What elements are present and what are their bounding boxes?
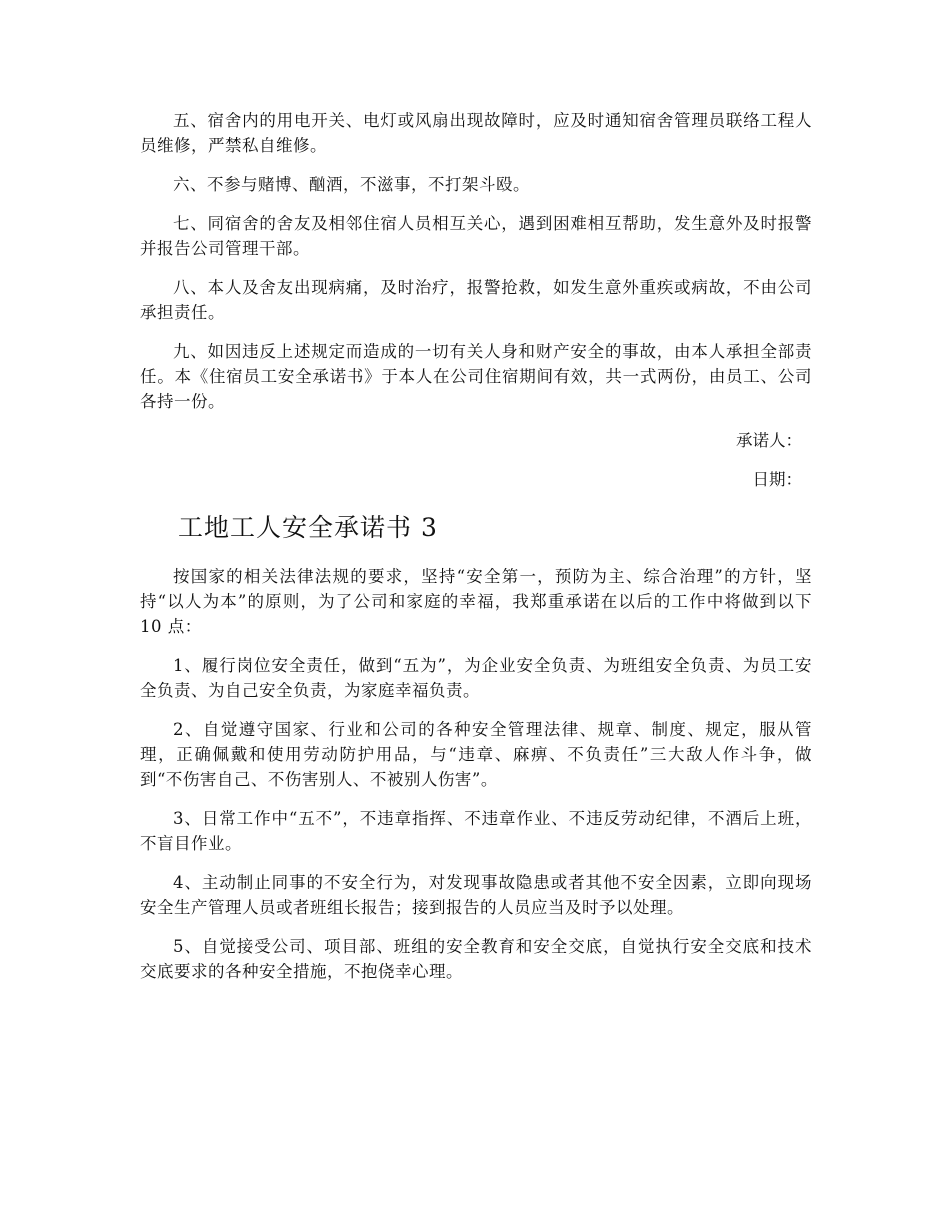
commitment-item-5: 5、自觉接受公司、项目部、班组的安全教育和安全交底，自觉执行安全交底和技术交底要求的各种安全措施，不抱侥幸心理。 xyxy=(140,937,812,981)
intro-paragraph: 按国家的相关法律法规的要求，坚持“安全第一，预防为主、综合治理”的方针，坚持“以人为本”的原则，为了公司和家庭的幸福，我郑重承诺在以后的工作中将做到以下 10 点： xyxy=(140,567,812,636)
document-page xyxy=(140,108,812,998)
commitment-item-1: 1、履行岗位安全责任，做到“五为”，为企业安全负责、为班组安全负责、为员工安全负责、为自己安全负责，为家庭幸福负责。 xyxy=(140,656,812,700)
paragraph-item-9: 九、如因违反上述规定而造成的一切有关人身和财产安全的事故，由本人承担全部责任。本《住宿员工安全承诺书》于本人在公司住宿期间有效，共一式两份，由员工、公司各持一份。 xyxy=(140,342,812,411)
commitment-item-4: 4、主动制止同事的不安全行为，对发现事故隐患或者其他不安全因素，立即向现场安全生产管理人员或者班组长报告；接到报告的人员应当及时予以处理。 xyxy=(140,873,812,917)
commitment-item-2: 2、自觉遵守国家、行业和公司的各种安全管理法律、规章、制度、规定，服从管理，正确佩戴和使用劳动防护用品，与“违章、麻痹、不负责任”三大敌人作斗争，做到“不伤害自己、不伤害别人、不被别人伤害”。 xyxy=(140,720,812,789)
commitment-item-3: 3、日常工作中“五不”，不违章指挥、不违章作业、不违反劳动纪律，不酒后上班，不盲目作业。 xyxy=(140,809,812,853)
paragraph-item-6: 六、不参与赌博、酗酒，不滋事，不打架斗殴。 xyxy=(173,175,530,194)
paragraph-item-5: 五、宿舍内的用电开关、电灯或风扇出现故障时，应及时通知宿舍管理员联络工程人员维修，严禁私自维修。 xyxy=(140,111,812,155)
date-label: 日期： xyxy=(752,470,802,489)
signature-label: 承诺人： xyxy=(736,431,802,450)
section-title: 工地工人安全承诺书 3 xyxy=(178,513,438,542)
paragraph-item-8: 八、本人及舍友出现病痛，及时治疗，报警抢救，如发生意外重疾或病故，不由公司承担责任。 xyxy=(140,278,812,322)
paragraph-item-7: 七、同宿舍的舍友及相邻住宿人员相互关心，遇到困难相互帮助，发生意外及时报警并报告公司管理干部。 xyxy=(140,214,812,258)
